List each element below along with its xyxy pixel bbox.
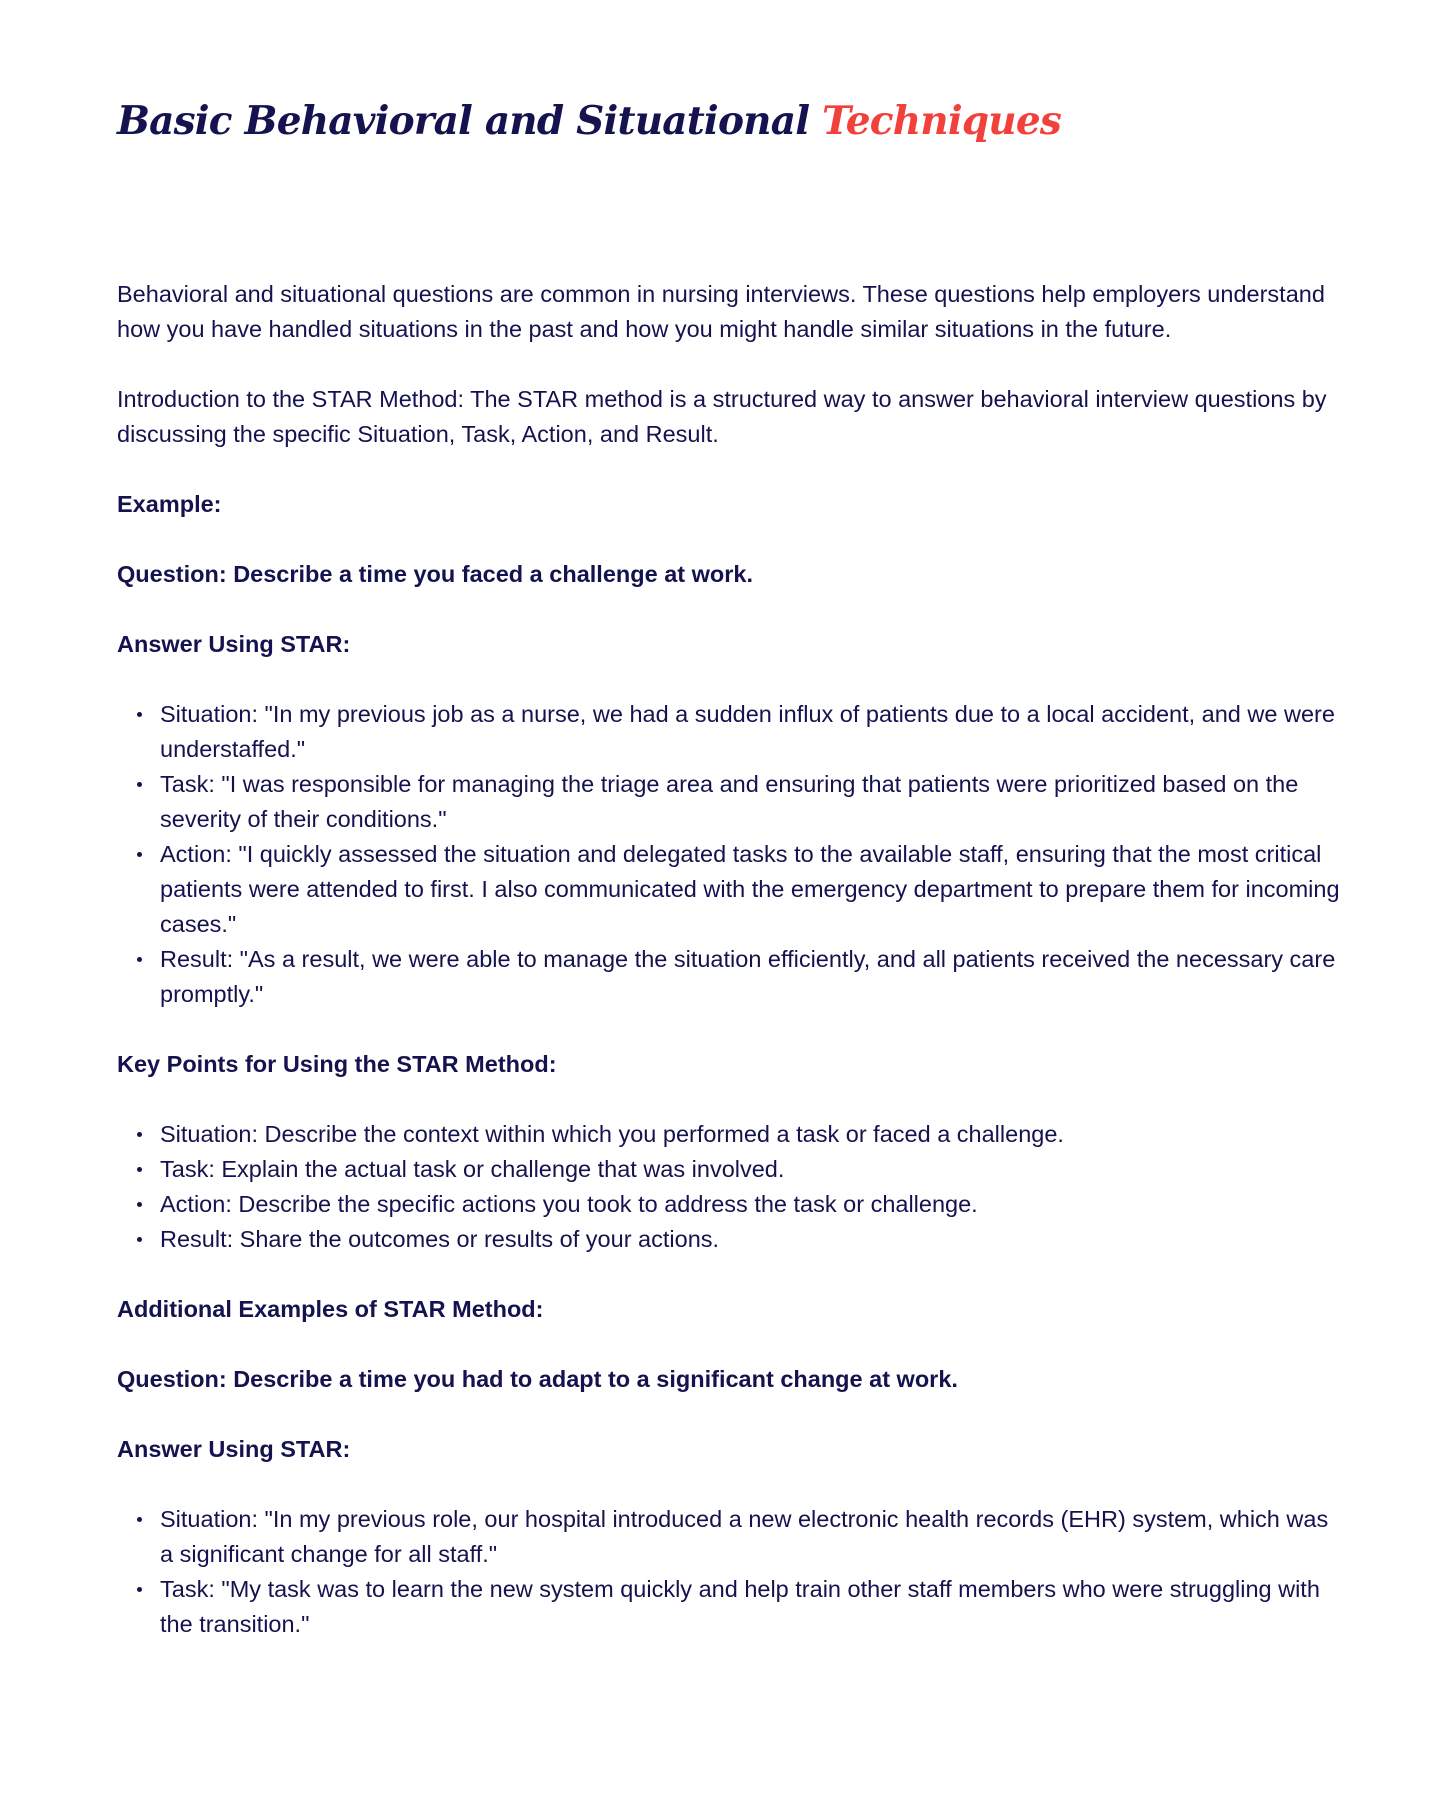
example2-question: Question: Describe a time you had to adapt to a significant change at work.: [117, 1366, 958, 1392]
list-item: Result: Share the outcomes or results of your actions.: [160, 1222, 1347, 1257]
additional-examples-heading: Additional Examples of STAR Method:: [117, 1296, 544, 1322]
key-points-list: [117, 1117, 1347, 1257]
list-item: Situation: "In my previous role, our hospital introduced a new electronic health records (EHR) system, which was a significant change for all staff.": [160, 1502, 1347, 1572]
example1-question: Question: Describe a time you faced a challenge at work.: [117, 561, 754, 587]
list-item: Task: "I was responsible for managing the triage area and ensuring that patients were prioritized based on the severity of their conditions.": [160, 767, 1347, 837]
document-body: [117, 277, 1347, 1677]
star-intro-paragraph: Introduction to the STAR Method: The STAR method is a structured way to answer behavioral interview questions by discussing the specific Situation, Task, Action, and Result.: [117, 386, 1327, 447]
page-title: [117, 98, 1061, 144]
list-item: Situation: Describe the context within which you performed a task or faced a challenge.: [160, 1117, 1347, 1152]
list-item: Action: "I quickly assessed the situation and delegated tasks to the available staff, ensuring that the most critical patients were attended to first. I also communicated with the emergency department to prepare them for incoming cases.": [160, 837, 1347, 942]
list-item: Action: Describe the specific actions you took to address the task or challenge.: [160, 1187, 1347, 1222]
key-points-heading: Key Points for Using the STAR Method:: [117, 1051, 557, 1077]
title-main: Basic Behavioral and Situational: [117, 98, 810, 144]
example1-star-list: [117, 697, 1347, 1012]
example2-star-list: [117, 1502, 1347, 1642]
example-heading: Example:: [117, 491, 222, 517]
list-item: Result: "As a result, we were able to manage the situation efficiently, and all patients received the necessary care promptly.": [160, 942, 1347, 1012]
example2-answer-heading: Answer Using STAR:: [117, 1436, 351, 1462]
example1-answer-heading: Answer Using STAR:: [117, 631, 351, 657]
intro-paragraph: Behavioral and situational questions are common in nursing interviews. These questions help employers understand how you have handled situations in the past and how you might handle similar situations in the future.: [117, 281, 1325, 342]
list-item: Task: Explain the actual task or challenge that was involved.: [160, 1152, 1347, 1187]
list-item: Situation: "In my previous job as a nurse, we had a sudden influx of patients due to a local accident, and we were understaffed.": [160, 697, 1347, 767]
list-item: Task: "My task was to learn the new system quickly and help train other staff members who were struggling with the transition.": [160, 1572, 1347, 1642]
title-accent: Techniques: [822, 98, 1062, 144]
